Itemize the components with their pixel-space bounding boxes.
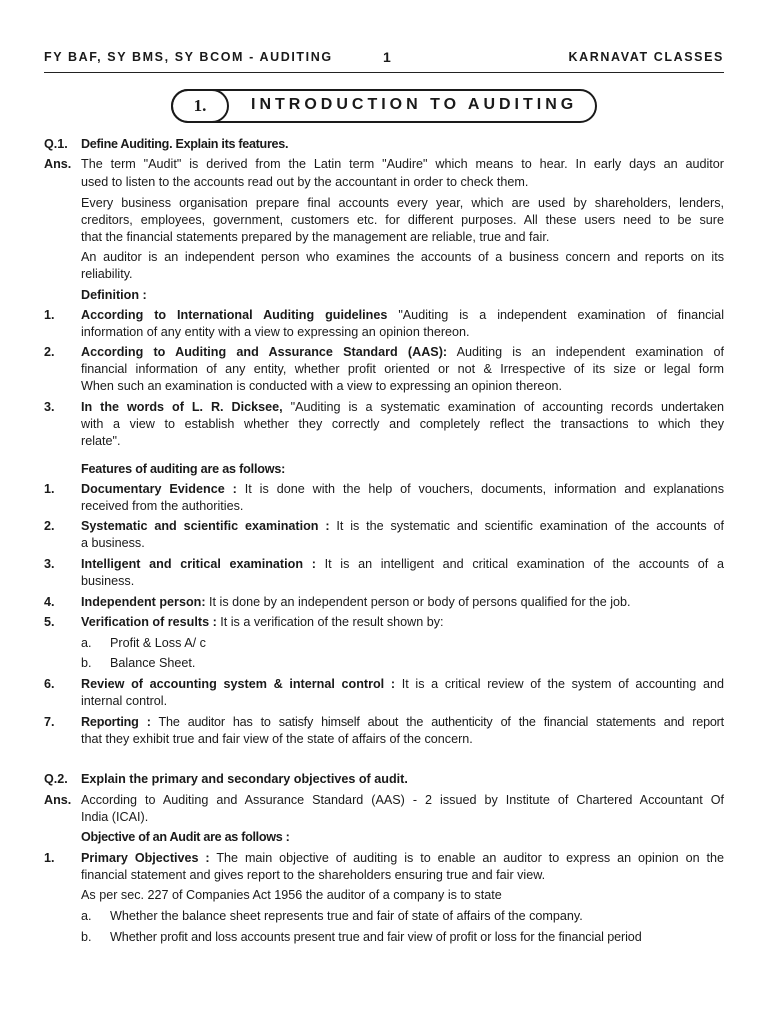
paragraph-line: An auditor is an independent person who examines the accounts of a business concern and reports on its xyxy=(81,250,724,264)
sub-item-letter: b. xyxy=(81,656,92,670)
definition-source: According to International Auditing guidelines xyxy=(81,308,388,322)
definition-text: Auditing is an independent examination of xyxy=(447,345,724,359)
sub-item-text: Whether the balance sheet represents true and fair of state of affairs of the company. xyxy=(110,909,583,923)
definition-text: "Auditing is a independent examination of financial xyxy=(387,308,724,322)
definition-line: When such an examination is conducted with a view to expressing an opinion thereon. xyxy=(81,379,562,393)
feature-line: internal control. xyxy=(81,694,168,708)
feature-text: It is the systematic and scientific examination of the accounts of xyxy=(329,519,724,533)
definition-line xyxy=(81,399,724,415)
objective-line xyxy=(81,850,724,866)
feature-line: that they exhibit true and fair view of the state of affairs of the concern. xyxy=(81,732,473,746)
paragraph-line: According to Auditing and Assurance Standard (AAS) - 2 issued by Institute of Chartered Accountant Of xyxy=(81,793,724,807)
q1-ans-label: Ans. xyxy=(44,157,72,171)
feature-number: 2. xyxy=(44,519,55,533)
feature-number: 6. xyxy=(44,677,55,691)
features-heading: Features of auditing are as follows: xyxy=(81,462,286,476)
header-page-number: 1 xyxy=(383,49,391,65)
feature-line: a business. xyxy=(81,536,145,550)
feature-number: 1. xyxy=(44,482,55,496)
feature-title: Independent person: xyxy=(81,595,206,609)
feature-text: It is done by an independent person or body of persons qualified for the job. xyxy=(205,595,631,609)
paragraph-line: Every business organisation prepare final accounts every year, which are used by shareholders, lenders, xyxy=(81,196,724,210)
feature-title: Documentary Evidence : xyxy=(81,482,237,496)
definition-number: 3. xyxy=(44,400,55,414)
objective-line: financial statement and gives report to the shareholders ensuring true and fair view. xyxy=(81,868,546,882)
sub-item-letter: b. xyxy=(81,930,92,944)
feature-number: 4. xyxy=(44,595,55,609)
feature-line xyxy=(81,481,724,497)
definition-line: financial information of any entity, whether profit oriented or not & Irrespective of its size or legal form xyxy=(81,362,724,376)
feature-title: Reporting : xyxy=(81,715,151,729)
paragraph-line: The term "Audit" is derived from the Latin term "Audire" which means to hear. In early days an auditor xyxy=(81,157,724,171)
definition-heading: Definition : xyxy=(81,288,147,302)
chapter-title-box xyxy=(171,89,597,123)
q2-label: Q.2. xyxy=(44,772,68,786)
objective-title: Primary Objectives : xyxy=(81,851,210,865)
definition-line xyxy=(81,344,724,360)
definition-line xyxy=(81,307,724,323)
sub-item-text: Balance Sheet. xyxy=(110,656,196,670)
feature-title: Systematic and scientific examination : xyxy=(81,519,330,533)
definition-text: "Auditing is a systematic examination of accounting records undertaken xyxy=(282,400,725,414)
sub-item-letter: a. xyxy=(81,636,92,650)
feature-number: 7. xyxy=(44,715,55,729)
definition-source: In the words of L. R. Dicksee, xyxy=(81,400,283,414)
definition-number: 2. xyxy=(44,345,55,359)
header-rule xyxy=(44,72,724,73)
sub-item-text: Profit & Loss A/ c xyxy=(110,636,206,650)
feature-line xyxy=(81,518,724,534)
definition-number: 1. xyxy=(44,308,55,322)
paragraph-line: used to listen to the accounts read out by the accountant in order to check them. xyxy=(81,175,529,189)
sub-item-text: Whether profit and loss accounts present true and fair view of profit or loss for the financial period xyxy=(110,930,642,944)
feature-text: It is a verification of the result shown by: xyxy=(216,615,444,629)
feature-line xyxy=(81,556,724,572)
header-institute: KARNAVAT CLASSES xyxy=(568,50,724,64)
feature-number: 3. xyxy=(44,557,55,571)
feature-text: The auditor has to satisfy himself about the authenticity of the financial statements and report xyxy=(150,715,724,729)
sub-item-letter: a. xyxy=(81,909,92,923)
paragraph-line: creditors, employees, government, customers etc. for different purposes. All these users need to be sure xyxy=(81,213,724,227)
header-course: FY BAF, SY BMS, SY BCOM - AUDITING xyxy=(44,50,333,64)
feature-title: Verification of results : xyxy=(81,615,217,629)
paragraph-line: As per sec. 227 of Companies Act 1956 the auditor of a company is to state xyxy=(81,888,502,902)
chapter-number: 1. xyxy=(171,89,229,123)
q1-label: Q.1. xyxy=(44,137,68,151)
feature-title: Intelligent and critical examination : xyxy=(81,557,316,571)
paragraph-line: reliability. xyxy=(81,267,133,281)
paragraph-line: India (ICAI). xyxy=(81,810,149,824)
q2-ans-label: Ans. xyxy=(44,793,72,807)
feature-text: It is done with the help of vouchers, documents, information and explanations xyxy=(236,482,724,496)
feature-title: Review of accounting system & internal control : xyxy=(81,677,396,691)
q2-question: Explain the primary and secondary objectives of audit. xyxy=(81,772,408,786)
definition-source: According to Auditing and Assurance Standard (AAS): xyxy=(81,345,448,359)
objective-heading: Objective of an Audit are as follows : xyxy=(81,830,290,844)
definition-line: information of any entity with a view to expressing an opinion thereon. xyxy=(81,325,470,339)
feature-text: It is a critical review of the system of accounting and xyxy=(395,677,724,691)
paragraph-line: that the financial statements prepared by the management are reliable, true and fair. xyxy=(81,230,550,244)
feature-line xyxy=(81,714,724,730)
feature-line xyxy=(81,594,724,610)
q1-question: Define Auditing. Explain its features. xyxy=(81,137,289,151)
feature-line: received from the authorities. xyxy=(81,499,244,513)
objective-text: The main objective of auditing is to enable an auditor to express an opinion on the xyxy=(209,851,724,865)
objective-number: 1. xyxy=(44,851,55,865)
page-header xyxy=(44,50,724,70)
definition-line: with a view to establish whether they correctly and completely reflect the transactions to which they xyxy=(81,417,724,431)
feature-line: business. xyxy=(81,574,135,588)
feature-line xyxy=(81,676,724,692)
chapter-title: INTRODUCTION TO AUDITING xyxy=(251,96,578,113)
feature-text: It is an intelligent and critical examination of the accounts of a xyxy=(315,557,725,571)
feature-line xyxy=(81,614,724,630)
definition-line: relate". xyxy=(81,434,121,448)
feature-number: 5. xyxy=(44,615,55,629)
